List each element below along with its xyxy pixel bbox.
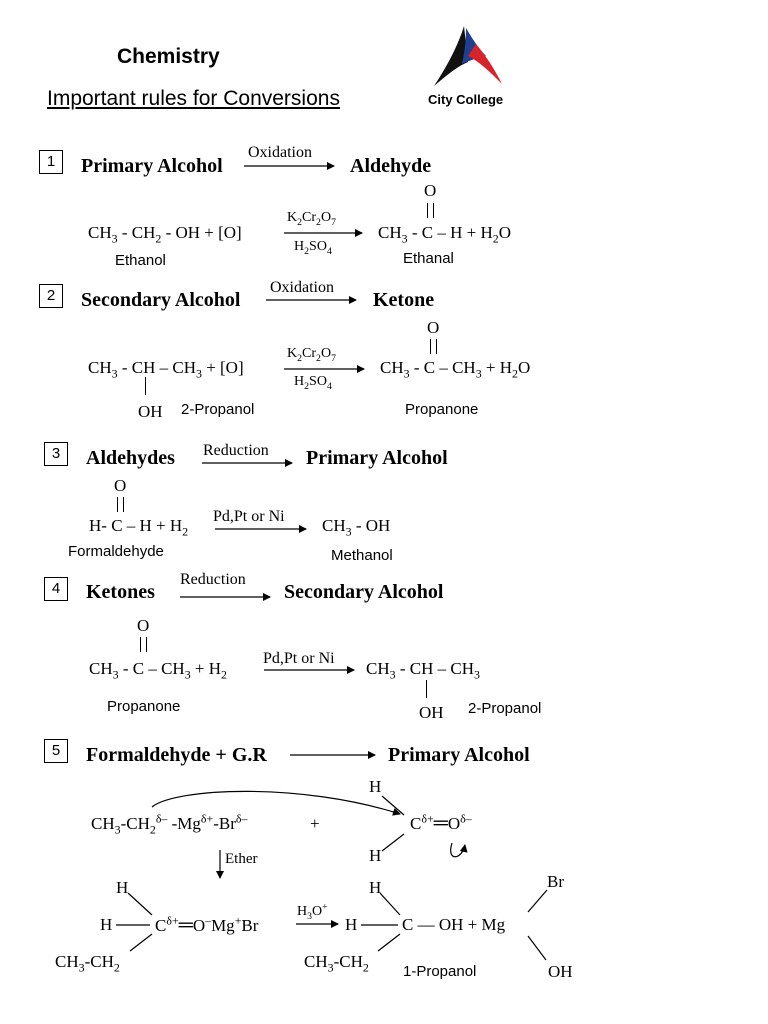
section-5-plus: + [310, 814, 320, 833]
section-1-from: Primary Alcohol [81, 155, 223, 177]
section-5-inter-ethyl: $CH_3-CH_2$ [55, 952, 120, 975]
section-2-reagent-top: $K_2Cr_2O_7$ [287, 346, 336, 364]
section-5-prod-center: C — OH + Mg [402, 915, 506, 934]
section-2-products: $CH_3 - C - CH_3 + H_2O$ [380, 358, 531, 381]
section-4-arrow-label: Reduction [180, 571, 246, 588]
section-5-inter-h-top: H [116, 878, 129, 897]
section-1-arrow-label: Oxidation [248, 144, 312, 161]
section-number-2: 2 [39, 284, 63, 308]
section-5-carbonyl: $C^{\delta+}═O^{\delta-}$ [410, 811, 472, 834]
section-5-prod-h-top: H [369, 878, 382, 897]
section-4-substituent: OH [419, 703, 444, 722]
section-number-4: 4 [44, 577, 68, 601]
section-5-hydrolysis: $H_3O^+$ [297, 901, 328, 922]
section-3-label-left: Formaldehyde [68, 543, 164, 560]
section-4-reactant-oxygen: O [137, 616, 150, 635]
section-5-h-top: H [369, 777, 382, 796]
section-1-reactants: $CH_3 - CH_2$ - OH + [O] [88, 223, 242, 246]
section-5-prod-h-left: H [345, 915, 358, 934]
section-1-reagent-top: $K_2Cr_2O_7$ [287, 210, 336, 228]
section-5-solvent: Ether [225, 851, 258, 867]
page-title: Chemistry [117, 45, 220, 68]
section-3-products: $CH_3$ - OH [322, 516, 391, 539]
section-2-from: Secondary Alcohol [81, 289, 241, 311]
section-4-from: Ketones [86, 581, 155, 603]
section-3-reactants: H- $C - H + H_2$ [89, 516, 189, 539]
section-1-product-oxygen: O [424, 181, 437, 200]
section-4-products: $CH_3$ - CH – $CH_3$ [366, 659, 480, 682]
section-number-3: 3 [44, 442, 68, 466]
section-2-label-right: Propanone [405, 401, 479, 418]
section-5-from: Formaldehyde + G.R [86, 744, 267, 766]
section-5-to: Primary Alcohol [388, 744, 530, 766]
section-5-h-bottom: H [369, 846, 382, 865]
section-3-arrow-label: Reduction [203, 442, 269, 459]
section-3-reactant-oxygen: O [114, 476, 127, 495]
section-5-grignard: $CH_3-CH_2^{\delta-}$ $-Mg^{\delta+}-Br^{\delta-}$ [91, 811, 248, 837]
section-4-catalyst: Pd,Pt or Ni [263, 650, 335, 667]
section-2-arrow-label: Oxidation [270, 279, 334, 296]
section-3-from: Aldehydes [86, 447, 175, 469]
section-5-prod-ethyl: $CH_3-CH_2$ [304, 952, 369, 975]
college-name: City College [428, 92, 504, 107]
section-3-to: Primary Alcohol [306, 447, 448, 469]
section-number-5: 5 [44, 739, 68, 763]
section-number-1: 1 [39, 150, 63, 174]
section-3-label-right: Methanol [331, 547, 393, 564]
section-4-label-right: 2-Propanol [468, 700, 542, 717]
section-1-reagent-bottom: $H_2SO_4$ [294, 239, 332, 257]
section-1-label-left: Ethanol [115, 252, 166, 269]
section-4-to: Secondary Alcohol [284, 581, 444, 603]
section-2-substituent: OH [138, 402, 163, 421]
section-5-prod-oh: OH [548, 962, 573, 981]
section-1-label-right: Ethanal [403, 250, 454, 267]
section-1-products: $CH_3 - C - H + H_2O$ [378, 223, 511, 246]
section-5-inter-h-left: H [100, 915, 113, 934]
section-2-product-oxygen: O [427, 318, 440, 337]
page-subtitle: Important rules for Conversions [47, 87, 340, 110]
section-5-product-name: 1-Propanol [403, 963, 477, 980]
section-5-prod-br: Br [547, 872, 564, 891]
section-2-reagent-bottom: $H_2SO_4$ [294, 374, 332, 392]
section-2-label-left: 2-Propanol [181, 401, 255, 418]
section-2-reactants: $CH_3$ - CH – $CH_3 + [O]$ [88, 358, 244, 381]
section-4-reactants: $CH_3 - C - CH_3 + H_2$ [89, 659, 227, 682]
section-2-to: Ketone [373, 289, 435, 311]
section-3-catalyst: Pd,Pt or Ni [213, 508, 285, 525]
section-4-label-left: Propanone [107, 698, 181, 715]
section-1-to: Aldehyde [350, 155, 432, 177]
section-5-inter-center: $C^{\delta+}═O^-Mg^+Br$ [155, 913, 259, 936]
